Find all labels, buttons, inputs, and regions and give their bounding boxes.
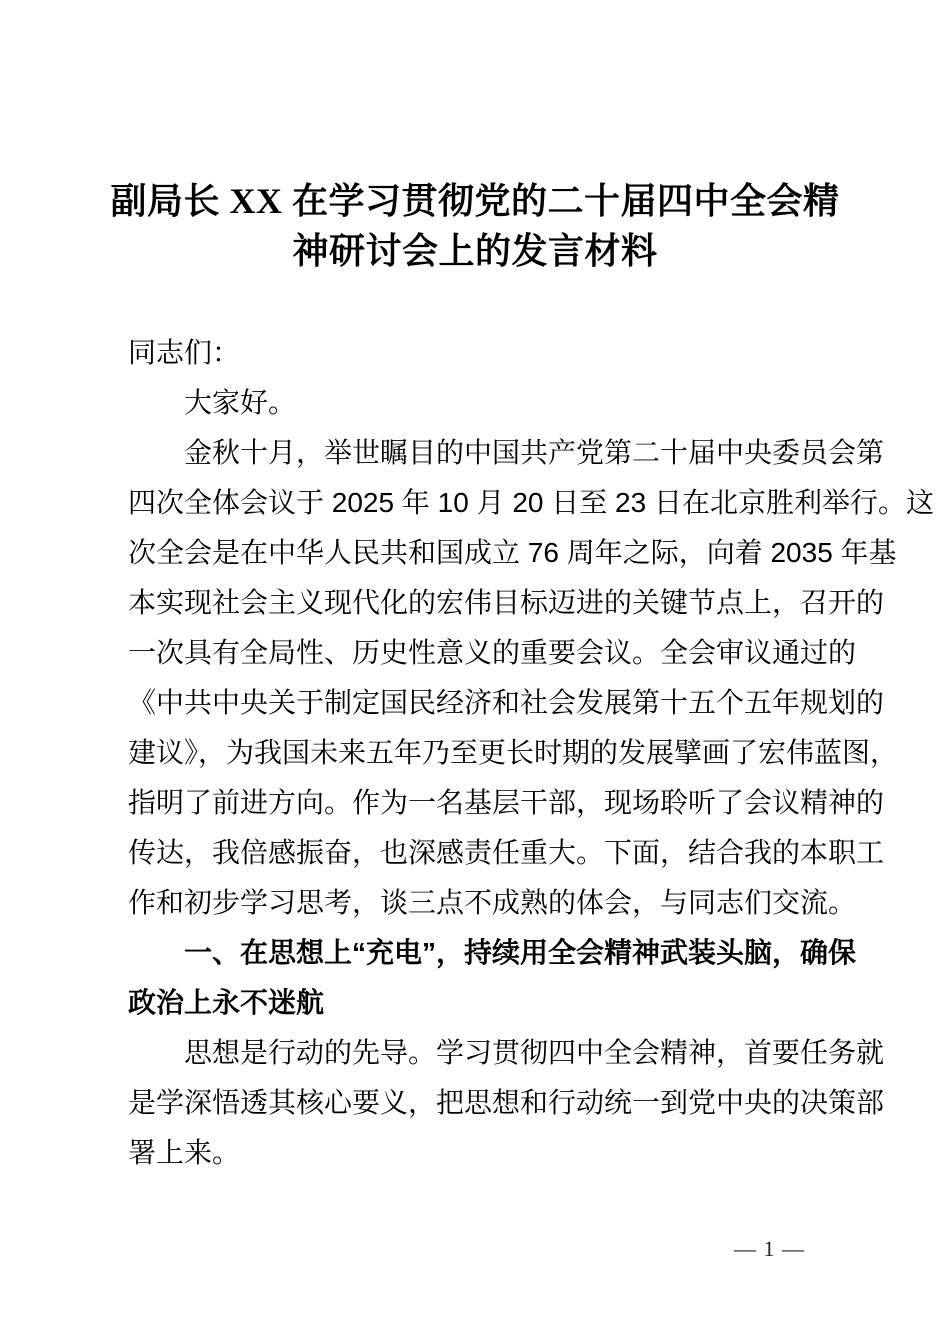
- body-line: 同志们：: [128, 337, 241, 368]
- page-number: — 1 —: [734, 1236, 805, 1261]
- body-line: 一次具有全局性、历史性意义的重要会议。全会审议通过的: [128, 637, 857, 668]
- body-line: 传达，我倍感振奋，也深感责任重大。下面，结合我的本职工: [128, 837, 885, 868]
- paragraph-intro: [128, 428, 934, 928]
- page-footer: [734, 1236, 805, 1262]
- title-line-2: 神研讨会上的发言材料: [292, 231, 658, 271]
- body-line: 一、在思想上“充电”，持续用全会精神武装头脑，确保: [184, 937, 857, 968]
- body-line: 金秋十月，举世瞩目的中国共产党第二十届中央委员会第: [184, 437, 885, 468]
- body-line: 署上来。: [128, 1137, 241, 1168]
- title-line-1: 副局长 XX 在学习贯彻党的二十届四中全会精: [110, 181, 840, 221]
- body-line: 作和初步学习思考，谈三点不成熟的体会，与同志们交流。: [128, 887, 857, 918]
- paragraph-heading-1: [128, 928, 928, 1028]
- body-line: 是学深悟透其核心要义，把思想和行动统一到党中央的决策部: [128, 1087, 885, 1118]
- body-line: 指明了前进方向。作为一名基层干部，现场聆听了会议精神的: [128, 787, 885, 818]
- paragraph-salutation: [128, 328, 928, 378]
- document-title: [0, 176, 950, 276]
- paragraph-greeting: [128, 378, 928, 428]
- body-line: 政治上永不迷航: [128, 987, 325, 1018]
- body-line: 本实现社会主义现代化的宏伟目标迈进的关键节点上，召开的: [128, 587, 885, 618]
- body-line: 建议》，为我国未来五年乃至更长时期的发展擘画了宏伟蓝图，: [128, 737, 899, 768]
- body-line: 思想是行动的先导。学习贯彻四中全会精神，首要任务就: [184, 1037, 885, 1068]
- paragraph-section-1-body: [128, 1028, 928, 1178]
- body-line: 《中共中央关于制定国民经济和社会发展第十五个五年规划的: [128, 687, 885, 718]
- body-line: 次全会是在中华人民共和国成立 76 周年之际，向着 2035 年基: [128, 537, 897, 568]
- document-body: [128, 328, 934, 1178]
- body-line: 四次全体会议于 2025 年 10 月 20 日至 23 日在北京胜利举行。这: [128, 487, 934, 518]
- body-line: 大家好。: [184, 387, 297, 418]
